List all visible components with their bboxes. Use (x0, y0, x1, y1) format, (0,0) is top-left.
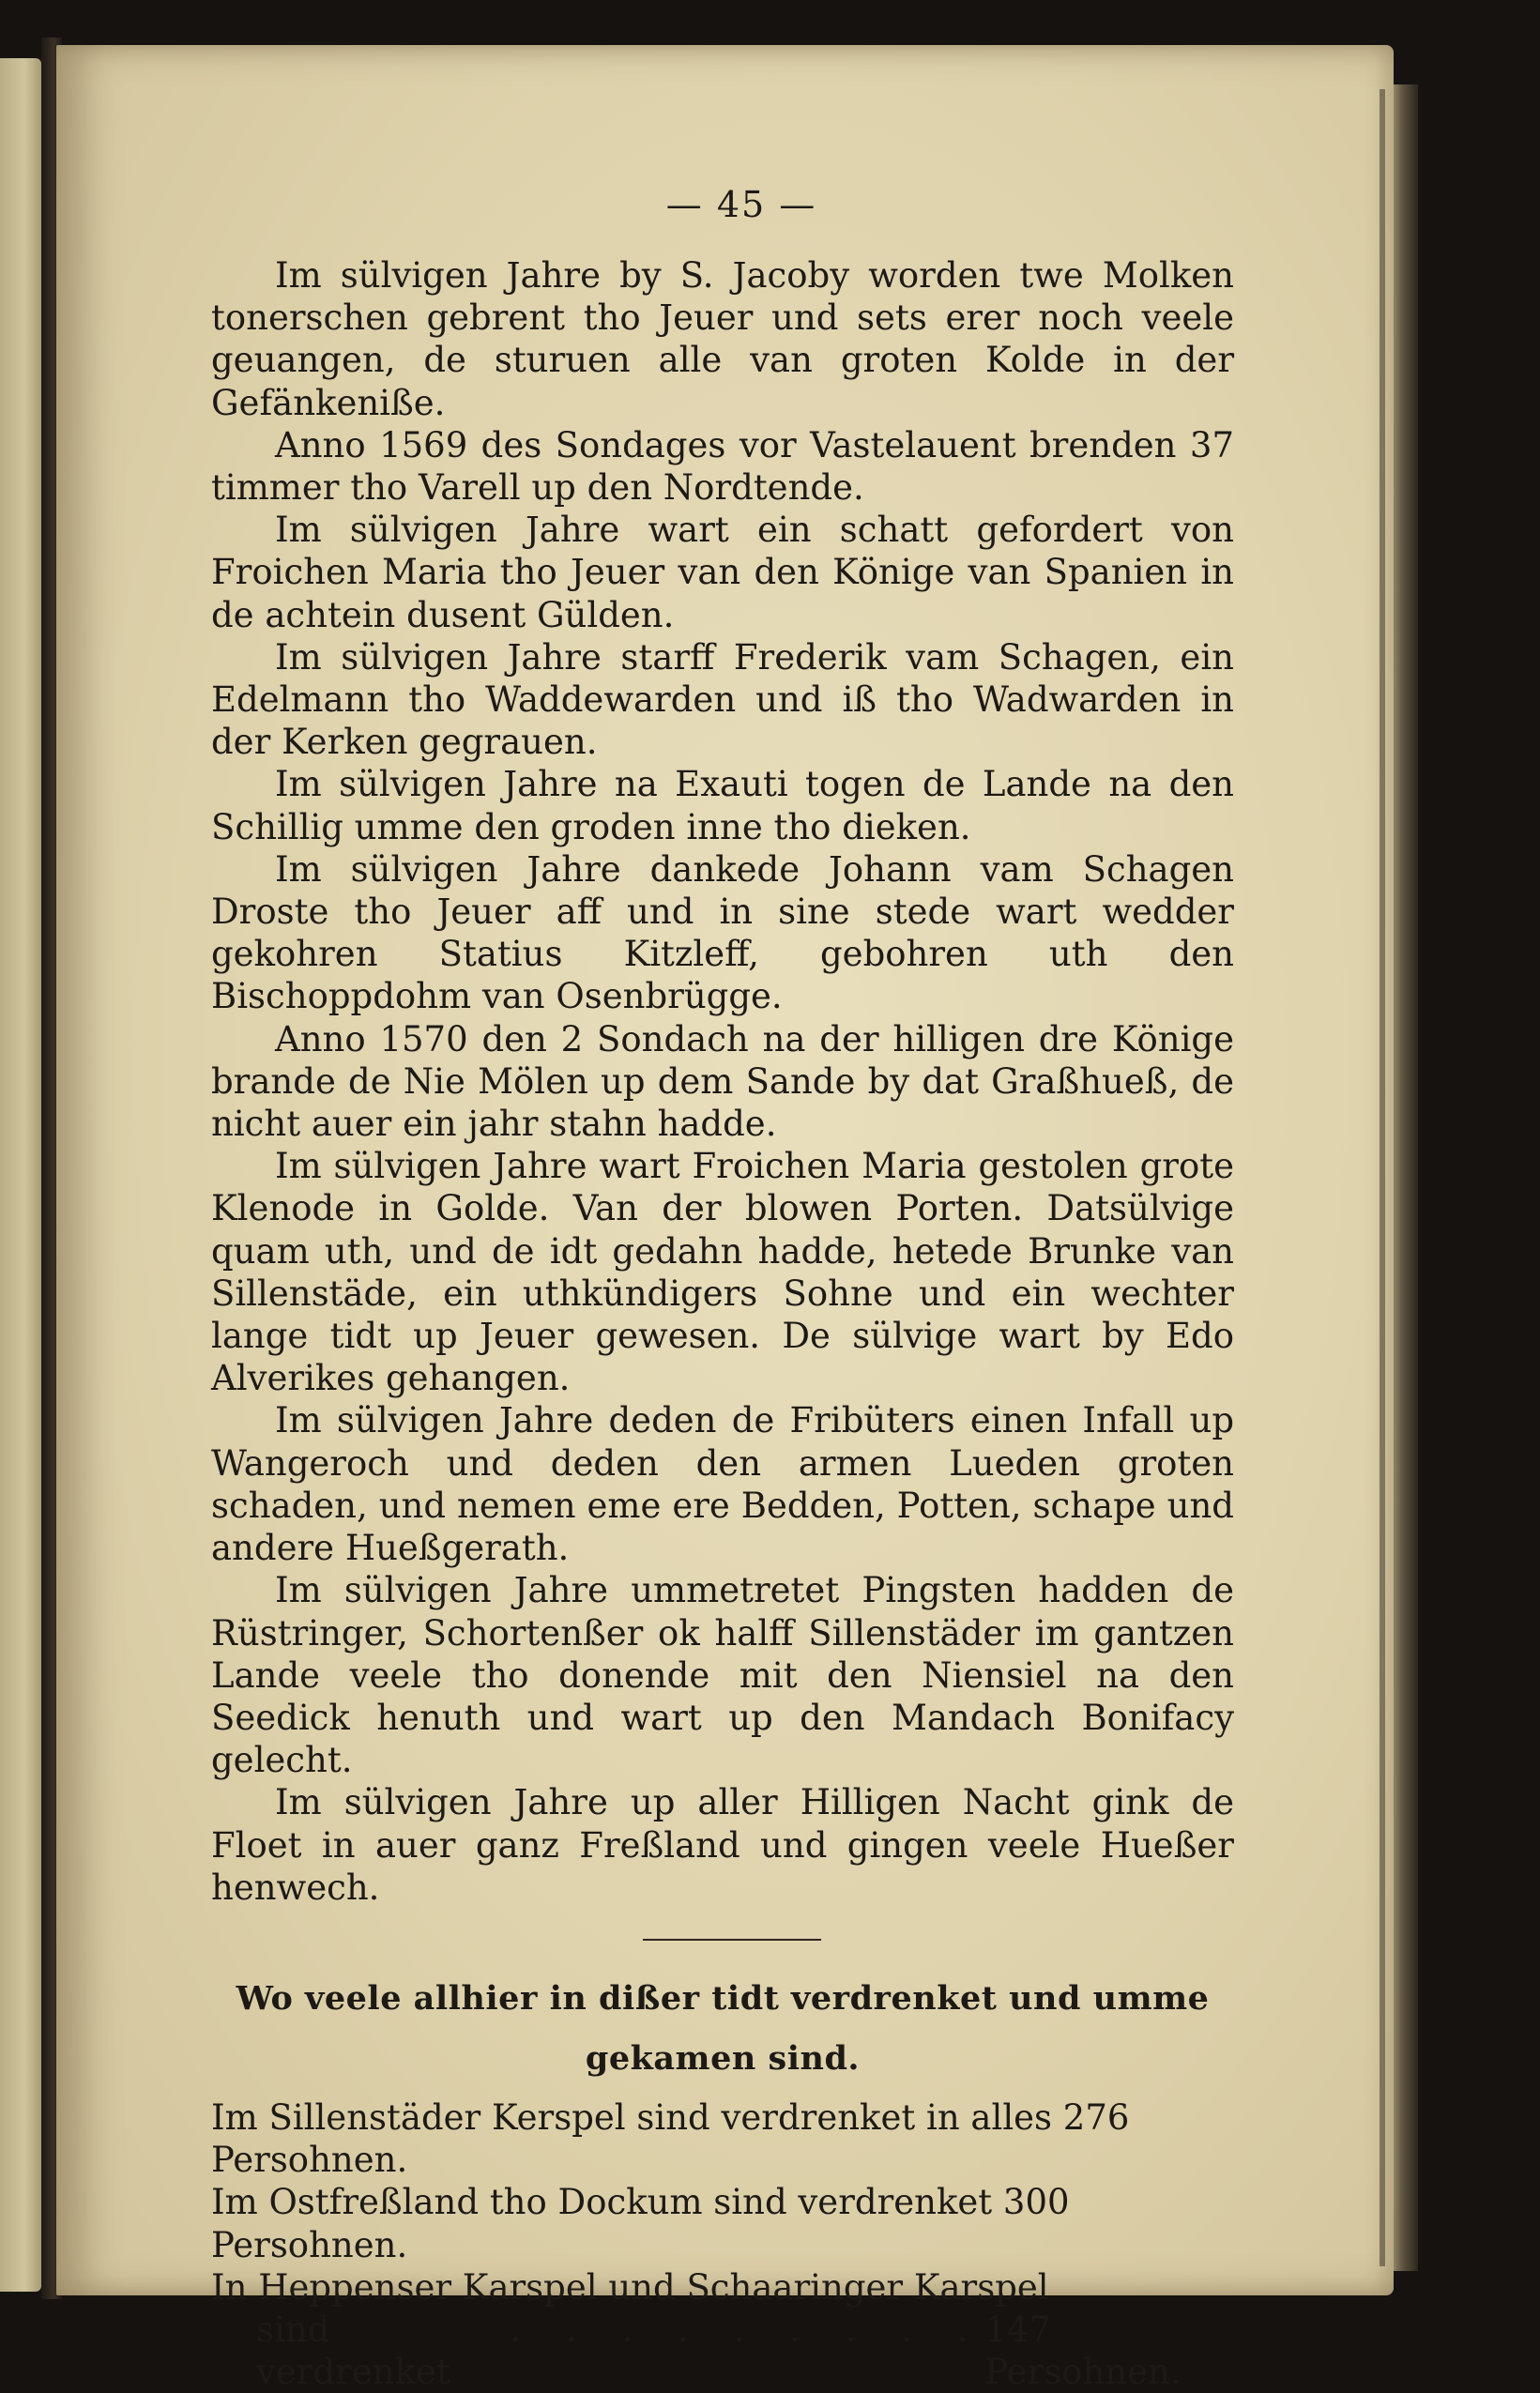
casualty-label: sind verdrenket (256, 2309, 450, 2393)
casualty-line: In Heppenser Karspel und Schaaringer Karspel (211, 2266, 1049, 2308)
page-number: — 45 — (665, 184, 817, 225)
section-heading: Wo veele allhier in dißer tidt verdrenket und umme gekamen sind. (236, 1978, 1210, 2078)
paragraph: Im sülvigen Jahre wart ein schatt gefordert von Froichen Maria tho Jeuer van den Könige van Spanien in de achtein dusent Gülden. (211, 510, 1234, 635)
paragraph: Im sülvigen Jahre up aller Hilligen Nacht gink de Floet in auer ganz Freßland und gingen veele Hueßer henwech. (211, 1782, 1234, 1908)
casualty-line-total (211, 2309, 1234, 2393)
page-text-block (211, 183, 1234, 2393)
casualty-line: Im Ostfreßland tho Dockum sind verdrenket 300 Persohnen. (211, 2182, 1070, 2265)
paragraph: Im sülvigen Jahre by S. Jacoby worden twe Molken tonerschen gebrent tho Jeuer und sets erer noch veele geuangen, de sturuen alle van groten Kolde in der Gefänkenißе. (211, 255, 1234, 423)
right-page-stack (1394, 84, 1418, 2271)
casualty-value: 147 Persohnen. (984, 2309, 1182, 2393)
paragraph: Im sülvigen Jahre deden de Fribüters einen Infall up Wangeroch und deden den armen Lueden groten schaden, und nemen eme ere Bedden, Potten, schape und andere Hueßgerath. (211, 1400, 1234, 1569)
paragraph: Anno 1569 des Sondages vor Vastelauent brenden 37 timmer tho Varell up den Nordtende. (211, 424, 1234, 509)
paragraph: Im sülvigen Jahre starff Frederik vam Schagen, ein Edelmann tho Waddewarden und iß tho Wadwarden in der Kerken gegrauen. (211, 636, 1234, 763)
left-page-edge (0, 58, 41, 2292)
paragraph: Anno 1570 den 2 Sondach na der hilligen dre Könige brande de Nie Mölen up dem Sande by dat Graßhueß, de nicht auer ein jahr stahn hadde. (211, 1018, 1234, 1145)
casualty-line: Im Sillenstäder Kerspel sind verdrenket in alles 276 Persohnen. (211, 2096, 1130, 2181)
paragraph: Im sülvigen Jahre dankede Johann vam Schagen Droste tho Jeuer aff und in sine stede wart wedder gekohren Statius Kitzleff, gebohren uth den Bischoppdohm van Osenbrügge. (211, 848, 1234, 1017)
paragraph: Im sülvigen Jahre wart Froichen Maria gestolen grote Klenode in Golde. Van der blowen Porten. Datsülvige quam uth, und de idt gedahn hadde, hetede Brunke van Sillenstäde, ein uthkündigers Sohne und ein wechter lange tidt up Jeuer gewesen. De sülvige wart by Edo Alverikes gehangen. (211, 1146, 1234, 1399)
dot-leader: . . . . . . . . . (510, 2309, 985, 2350)
page-edge-shadow (1380, 89, 1385, 2266)
section-divider (643, 1939, 821, 1941)
paragraph: Im sülvigen Jahre ummetretet Pingsten hadden de Rüstringer, Schortenßer ok halff Sillenstäder im gantzen Lande veele tho donende mit den Niensiel na den Seedick henuth und wart up den Mandach Bonifacy gelecht. (211, 1570, 1234, 1781)
paragraph: Im sülvigen Jahre na Exauti togen de Lande na den Schillig umme den groden inne tho dieken. (211, 764, 1234, 847)
